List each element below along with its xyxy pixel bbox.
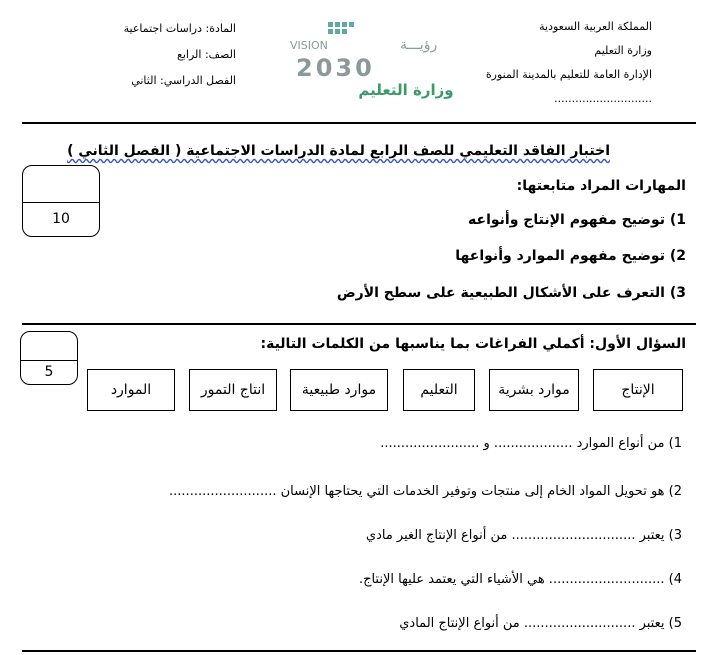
q1-score-box	[20, 331, 78, 385]
word-option: انتاج التمور	[189, 369, 277, 411]
logo-ministry: وزارة التعليم	[358, 81, 454, 99]
subject-label: المادة: دراسات اجتماعية	[123, 22, 236, 35]
word-option: الموارد	[87, 369, 175, 411]
word-option: التعليم	[403, 369, 475, 411]
skills-score-box	[22, 165, 100, 237]
logo-vision: VISION	[290, 39, 328, 52]
semester-label: الفصل الدراسي: الثاني	[131, 74, 236, 87]
footer-divider	[22, 650, 696, 652]
skill-item: 3) التعرف على الأشكال الطبيعية على سطح الأرض	[336, 285, 686, 301]
score-divider	[21, 360, 77, 361]
skills-heading: المهارات المراد متابعتها:	[516, 178, 686, 194]
school-blank: ............................	[554, 92, 652, 105]
question-line: 2) هو تحويل المواد الخام إلى منتجات وتوفير الخدمات التي يحتاجها الإنسان ..........................	[169, 484, 682, 499]
ministry-label: وزارة التعليم	[594, 44, 652, 57]
logo-ruya: رؤيـــة	[400, 37, 438, 53]
q1-heading: السؤال الأول: أكملي الفراغات بما يناسبها من الكلمات التالية:	[260, 336, 686, 352]
grade-label: الصف: الرابع	[177, 48, 236, 61]
q1-score: 5	[44, 364, 54, 380]
skill-item: 2) توضيح مفهوم الموارد وأنواعها	[455, 248, 686, 264]
question-line: 3) يعتبر .............................. من أنواع الإنتاج الغير مادي	[365, 528, 682, 543]
word-option: موارد بشرية	[489, 369, 579, 411]
question-line: 4) ............................ هي الأشياء التي يعتمد عليها الإنتاج.	[358, 572, 682, 587]
exam-title: اختبار الفاقد التعليمي للصف الرابع لمادة الدراسات الاجتماعية ( الفصل الثاني )	[67, 143, 610, 159]
word-option: موارد طبيعية	[290, 369, 388, 411]
question-line: 5) يعتبر ........................... من أنواع الإنتاج المادي	[399, 616, 682, 631]
logo-year: 2030	[296, 54, 375, 82]
vision-2030-logo	[288, 18, 454, 99]
directorate-label: الإدارة العامة للتعليم بالمدينة المنورة	[485, 68, 652, 81]
kingdom-label: المملكة العربية السعودية	[539, 20, 652, 33]
section-divider	[22, 323, 696, 325]
skill-item: 1) توضيح مفهوم الإنتاج وأنواعه	[468, 212, 686, 228]
header-divider	[22, 122, 696, 124]
skills-score: 10	[52, 211, 70, 227]
word-option: الإنتاج	[593, 369, 683, 411]
question-line: 1) من أنواع الموارد ................... و ........................	[380, 436, 682, 451]
score-divider	[23, 202, 99, 203]
